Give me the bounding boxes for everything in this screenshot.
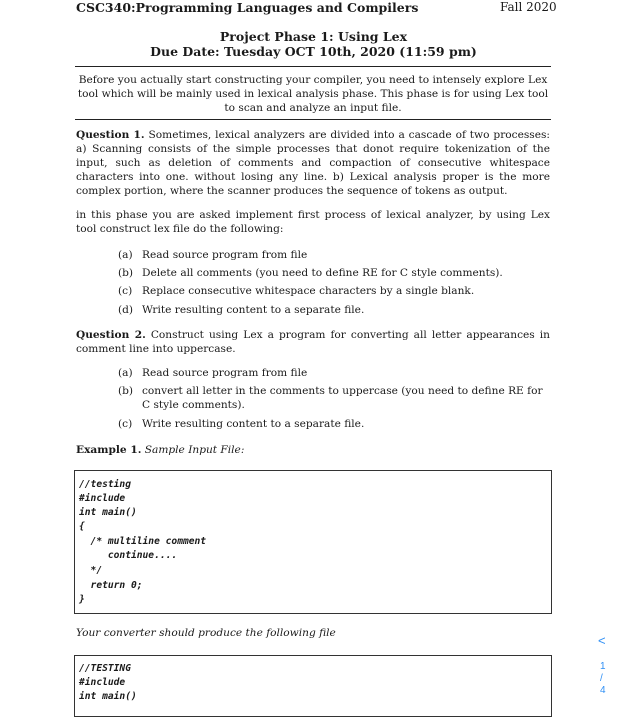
term-label: Fall 2020 — [500, 0, 557, 14]
example-caption: Sample Input File: — [144, 444, 245, 456]
code-line: { — [79, 521, 85, 532]
list-item-label: (c) — [118, 285, 133, 297]
list-item-label: (a) — [118, 249, 133, 261]
question-1-text: Sometimes, lexical analyzers are divided into a cascade of two processes: a) Scanning consists of the simple processes that donot require tokenization of the input, such as deletion of comments and compaction of consecutive whitespace characters into one. without losing any line. b) Lexical analysis proper is the more complex portion, where the scanner produces the sequence of tokens as output. — [76, 129, 550, 197]
list-item-text: Write resulting content to a separate file. — [142, 304, 365, 316]
list-item-text: Read source program from file — [142, 367, 308, 379]
code-line: //TESTING — [79, 663, 131, 674]
list-item-label: (d) — [118, 304, 134, 316]
question-1-label: Question 1. — [76, 129, 145, 141]
question-2-label: Question 2. — [76, 329, 146, 341]
page-number-current: 1 — [600, 661, 606, 672]
code-line: /* multiline comment — [79, 536, 207, 547]
example-heading — [76, 443, 550, 457]
code-line: #include — [79, 493, 126, 504]
intro-bottom-rule — [75, 119, 551, 120]
list-item-label: (c) — [118, 418, 133, 430]
list-item-label: (b) — [118, 385, 134, 397]
intro-top-rule — [75, 66, 551, 67]
example-label: Example 1. — [76, 444, 142, 456]
list-item-label: (b) — [118, 267, 134, 279]
page-separator: / — [600, 673, 603, 684]
code-line: continue.... — [79, 550, 178, 561]
due-date: Due Date: Tuesday OCT 10th, 2020 (11:59 pm) — [150, 44, 477, 59]
list-item-text: convert all letter in the comments to uppercase (you need to define RE for C style comments). — [142, 385, 543, 411]
question-2-text: Construct using Lex a program for converting all letter appearances in comment line into uppercase. — [76, 329, 550, 355]
page-number-total: 4 — [600, 685, 606, 696]
course-title: CSC340:Programming Languages and Compilers — [76, 0, 419, 15]
code-line: //testing — [79, 479, 131, 490]
question-2 — [76, 328, 550, 356]
chevron-left-icon[interactable]: < — [598, 633, 606, 648]
code-line: } — [79, 594, 85, 605]
converter-instruction: Your converter should produce the following file — [76, 627, 336, 639]
list-item-text: Write resulting content to a separate file. — [142, 418, 365, 430]
project-title: Project Phase 1: Using Lex — [219, 29, 408, 44]
output-code-box — [74, 655, 552, 717]
list-item-text: Replace consecutive whitespace characters by a single blank. — [142, 285, 475, 297]
list-item-text: Delete all comments (you need to define RE for C style comments). — [142, 267, 503, 279]
intro-paragraph: Before you actually start constructing your compiler, you need to intensely explore Lex tool which will be mainly used in lexical analysis phase. This phase is for using Lex tool to scan and analyze an input file. — [77, 74, 549, 114]
code-line: int main() — [79, 691, 137, 702]
code-line: int main() — [79, 507, 137, 518]
question-1-instruction: in this phase you are asked implement first process of lexical analyzer, by using Lex tool construct lex file do the following: — [76, 209, 550, 235]
list-item-text: Read source program from file — [142, 249, 308, 261]
list-item-label: (a) — [118, 367, 133, 379]
code-line: #include — [79, 677, 126, 688]
code-line: */ — [79, 565, 103, 576]
code-line: return 0; — [79, 580, 143, 591]
question-1 — [76, 128, 550, 198]
input-code-box — [74, 470, 552, 614]
